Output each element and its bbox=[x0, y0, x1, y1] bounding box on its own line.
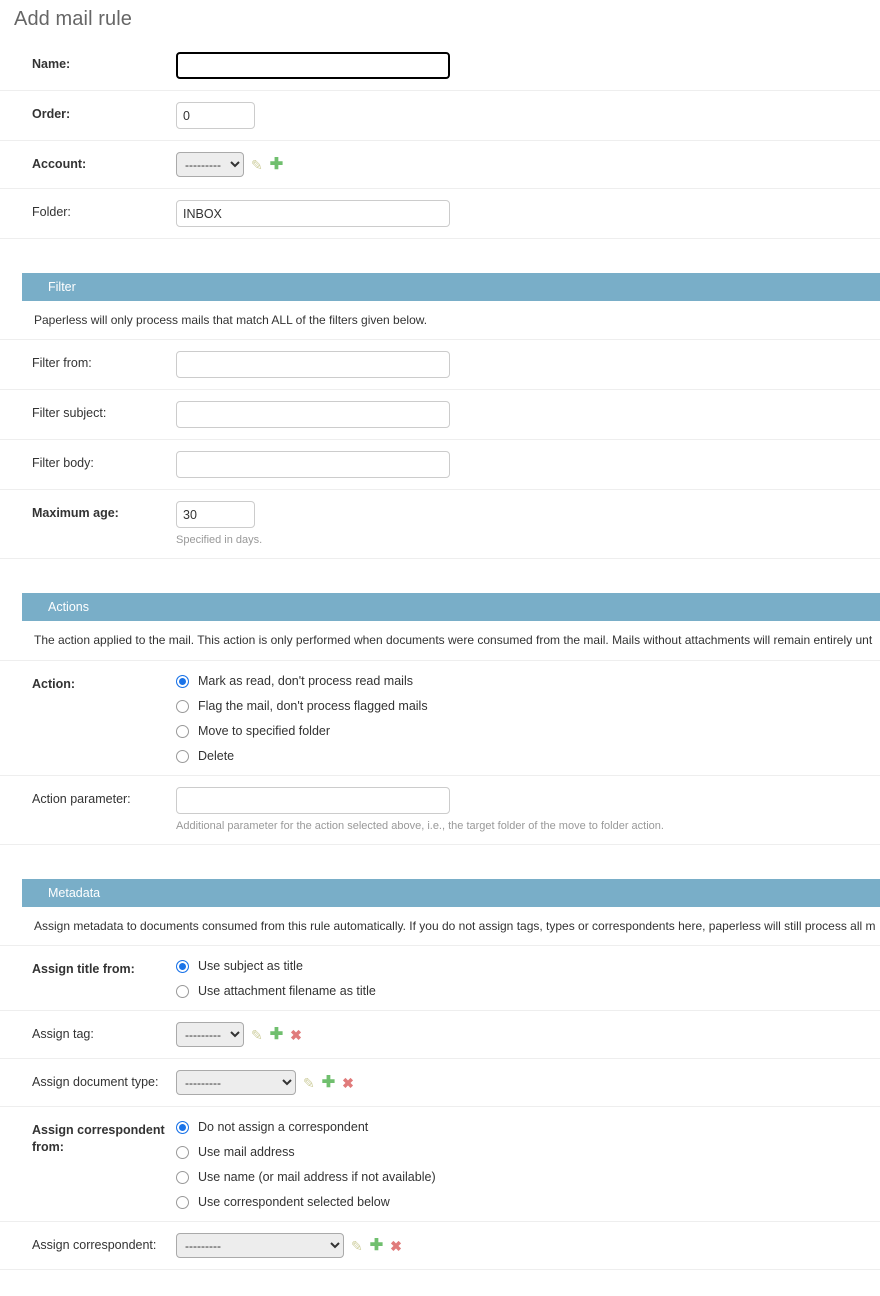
radio-action-mark-read[interactable] bbox=[176, 674, 870, 689]
label-folder: Folder: bbox=[32, 205, 71, 219]
action-radio-group bbox=[176, 672, 870, 764]
metadata-section-header: Metadata bbox=[22, 879, 880, 907]
field-assign-document-type bbox=[176, 1070, 880, 1095]
page-title: Add mail rule bbox=[14, 8, 133, 30]
radio-icon[interactable] bbox=[176, 1171, 189, 1184]
metadata-section-description: Assign metadata to documents consumed from this rule automatically. If you do not assign tags, types or correspondents here, paperless will still process all m bbox=[0, 907, 880, 946]
spacer bbox=[0, 239, 880, 255]
filter-from-input[interactable] bbox=[176, 351, 450, 378]
delete-cross-icon[interactable]: ✖ bbox=[390, 1237, 402, 1254]
filter-section-header: Filter bbox=[22, 273, 880, 301]
radio-icon[interactable] bbox=[176, 725, 189, 738]
filter-subject-input[interactable] bbox=[176, 401, 450, 428]
assign-tag-select[interactable] bbox=[176, 1022, 244, 1047]
radio-label: Move to specified folder bbox=[198, 723, 331, 738]
radio-action-flag[interactable] bbox=[176, 699, 870, 714]
form-row-action bbox=[0, 661, 880, 776]
radio-use-correspondent-selected-below[interactable] bbox=[176, 1195, 870, 1210]
form-row-order bbox=[0, 91, 880, 141]
radio-label: Use attachment filename as title bbox=[198, 984, 376, 999]
field-assign-tag bbox=[176, 1022, 880, 1047]
edit-pencil-icon[interactable]: ✎ bbox=[351, 1237, 363, 1254]
edit-pencil-icon[interactable]: ✎ bbox=[251, 1026, 263, 1043]
field-assign-correspondent bbox=[176, 1233, 880, 1258]
radio-label: Use subject as title bbox=[198, 959, 303, 974]
label-maximum-age: Maximum age: bbox=[32, 506, 119, 521]
add-plus-icon[interactable]: ✚ bbox=[269, 1025, 284, 1043]
action-parameter-help: Additional parameter for the action selected above, i.e., the target folder of the move to folder action. bbox=[176, 819, 664, 832]
add-plus-icon[interactable]: ✚ bbox=[321, 1073, 336, 1091]
maximum-age-help: Specified in days. bbox=[176, 534, 263, 547]
label-assign-document-type: Assign document type: bbox=[32, 1075, 159, 1090]
radio-icon[interactable] bbox=[176, 1146, 189, 1159]
label-action: Action: bbox=[32, 676, 76, 691]
label-filter-from: Filter from: bbox=[32, 356, 92, 371]
field-assign-title-from bbox=[176, 957, 880, 999]
assign-correspondent-radio-group bbox=[176, 1118, 870, 1210]
label-name: Name: bbox=[32, 57, 71, 71]
radio-icon[interactable] bbox=[176, 700, 189, 713]
account-select[interactable] bbox=[176, 152, 244, 177]
field-action bbox=[176, 672, 880, 764]
field-filter-subject bbox=[176, 401, 880, 428]
field-folder bbox=[176, 200, 880, 227]
radio-use-name-or-mail-address[interactable] bbox=[176, 1170, 870, 1185]
label-filter-subject: Filter subject: bbox=[32, 406, 107, 421]
form-row-assign-correspondent bbox=[0, 1222, 880, 1270]
form-row-name bbox=[0, 41, 880, 91]
field-account bbox=[176, 152, 880, 177]
form-row-assign-tag bbox=[0, 1011, 880, 1059]
radio-icon[interactable] bbox=[176, 1196, 189, 1209]
metadata-section bbox=[0, 879, 880, 1270]
order-input[interactable] bbox=[176, 102, 255, 129]
radio-icon[interactable] bbox=[176, 675, 189, 688]
field-order bbox=[176, 102, 880, 129]
field-maximum-age bbox=[176, 501, 880, 547]
radio-label: Mark as read, don't process read mails bbox=[198, 673, 413, 688]
radio-icon[interactable] bbox=[176, 1121, 189, 1134]
radio-action-move[interactable] bbox=[176, 724, 870, 739]
label-account: Account: bbox=[32, 157, 87, 171]
form-row-assign-title-from bbox=[0, 946, 880, 1011]
form-row-assign-correspondent-from bbox=[0, 1107, 880, 1222]
form-row-maximum-age bbox=[0, 490, 880, 559]
filter-section-description: Paperless will only process mails that match ALL of the filters given below. bbox=[0, 301, 880, 340]
action-parameter-input[interactable] bbox=[176, 787, 450, 814]
radio-icon[interactable] bbox=[176, 960, 189, 973]
folder-input[interactable] bbox=[176, 200, 450, 227]
delete-cross-icon[interactable]: ✖ bbox=[290, 1026, 302, 1043]
radio-label: Use mail address bbox=[198, 1145, 295, 1160]
form-row-filter-body bbox=[0, 440, 880, 490]
form-row-assign-document-type bbox=[0, 1059, 880, 1107]
form-row-account bbox=[0, 141, 880, 189]
label-assign-title-from: Assign title from: bbox=[32, 962, 135, 977]
add-plus-icon[interactable]: ✚ bbox=[269, 155, 284, 173]
filter-section bbox=[0, 273, 880, 559]
radio-use-subject-as-title[interactable] bbox=[176, 959, 870, 974]
label-action-parameter: Action parameter: bbox=[32, 791, 131, 806]
assign-document-type-select[interactable] bbox=[176, 1070, 296, 1095]
form-row-action-parameter bbox=[0, 776, 880, 845]
radio-do-not-assign-correspondent[interactable] bbox=[176, 1120, 870, 1135]
field-action-parameter bbox=[176, 787, 880, 833]
radio-use-attachment-filename-as-title[interactable] bbox=[176, 984, 870, 999]
edit-pencil-icon[interactable]: ✎ bbox=[251, 156, 263, 173]
form-row-filter-from bbox=[0, 340, 880, 390]
label-assign-correspondent-from: Assign correspondent from: bbox=[32, 1123, 165, 1155]
field-filter-body bbox=[176, 451, 880, 478]
spacer bbox=[0, 845, 880, 861]
label-assign-tag: Assign tag: bbox=[32, 1027, 94, 1042]
radio-use-mail-address[interactable] bbox=[176, 1145, 870, 1160]
add-plus-icon[interactable]: ✚ bbox=[369, 1236, 384, 1254]
assign-correspondent-select[interactable] bbox=[176, 1233, 344, 1258]
label-filter-body: Filter body: bbox=[32, 456, 94, 471]
radio-label: Delete bbox=[198, 748, 235, 763]
radio-label: Do not assign a correspondent bbox=[198, 1120, 369, 1135]
radio-label: Use correspondent selected below bbox=[198, 1195, 390, 1210]
radio-icon[interactable] bbox=[176, 750, 189, 763]
actions-section-header: Actions bbox=[22, 593, 880, 621]
filter-body-input[interactable] bbox=[176, 451, 450, 478]
actions-section bbox=[0, 593, 880, 844]
maximum-age-input[interactable] bbox=[176, 501, 255, 528]
name-input[interactable] bbox=[176, 52, 450, 79]
field-filter-from bbox=[176, 351, 880, 378]
field-name bbox=[176, 52, 880, 79]
field-assign-correspondent-from bbox=[176, 1118, 880, 1210]
radio-icon[interactable] bbox=[176, 985, 189, 998]
label-assign-correspondent: Assign correspondent: bbox=[32, 1238, 157, 1253]
form-row-filter-subject bbox=[0, 390, 880, 440]
label-order: Order: bbox=[32, 107, 71, 121]
radio-label: Flag the mail, don't process flagged mails bbox=[198, 698, 428, 713]
edit-pencil-icon[interactable]: ✎ bbox=[303, 1074, 315, 1091]
assign-title-radio-group bbox=[176, 957, 870, 999]
actions-section-description: The action applied to the mail. This action is only performed when documents were consumed from the mail. Mails without attachments will remain entirely unt bbox=[0, 621, 880, 660]
spacer bbox=[0, 559, 880, 575]
radio-label: Use name (or mail address if not available) bbox=[198, 1170, 436, 1185]
form-row-folder bbox=[0, 189, 880, 239]
delete-cross-icon[interactable]: ✖ bbox=[342, 1074, 354, 1091]
radio-action-delete[interactable] bbox=[176, 749, 870, 764]
